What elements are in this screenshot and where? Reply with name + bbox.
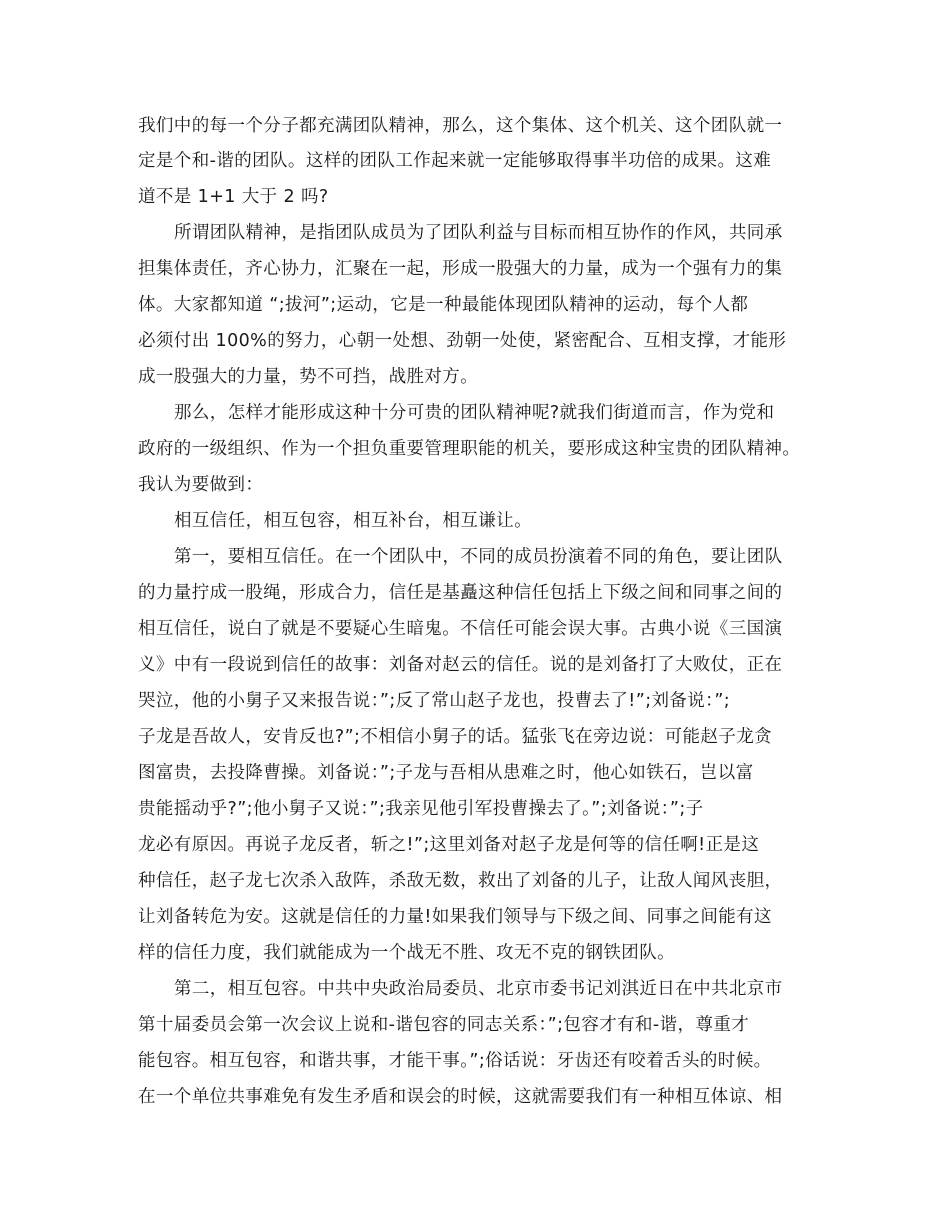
text-line: 我们中的每一个分子都充满团队精神，那么，这个集体、这个机关、这个团队就一 xyxy=(138,116,783,136)
text-line: 我认为要做到： xyxy=(138,475,264,495)
text-line: 成一股强大的力量，势不可挡，战胜对方。 xyxy=(138,367,479,387)
paragraph-start-line: 第二，相互包容。中共中央政治局委员、北京市委书记刘淇近日在中共北京市 xyxy=(174,979,783,999)
text-line: 龙必有原因。再说子龙反者，斩之!”;这里刘备对赵子龙是何等的信任啊!正是这 xyxy=(138,835,760,855)
text-line: 样的信任力度，我们就能成为一个战无不胜、攻无不克的钢铁团队。 xyxy=(138,943,675,963)
text-line: 体。大家都知道 “;拔河”;运动，它是一种最能体现团队精神的运动，每个人都 xyxy=(138,295,749,315)
text-line: 相互信任，说白了就是不要疑心生暗鬼。不信任可能会误大事。古典小说《三国演 xyxy=(138,619,783,639)
paragraph-start-line: 相互信任，相互包容，相互补台，相互谦让。 xyxy=(174,511,532,531)
text-line: 的力量拧成一股绳，形成合力，信任是基矗这种信任包括上下级之间和同事之间的 xyxy=(138,583,783,603)
paragraph-start-line: 第一，要相互信任。在一个团队中，不同的成员扮演着不同的角色，要让团队 xyxy=(174,547,783,567)
paragraph-start-line: 所谓团队精神，是指团队成员为了团队利益与目标而相互协作的作风，共同承 xyxy=(174,223,783,243)
paragraph-start-line: 那么，怎样才能形成这种十分可贵的团队精神呢?就我们街道而言，作为党和 xyxy=(174,403,775,423)
text-line: 必须付出 100%的努力，心朝一处想、劲朝一处使，紧密配合、互相支撑，才能形 xyxy=(138,331,787,351)
text-line: 在一个单位共事难免有发生矛盾和误会的时候，这就需要我们有一种相互体谅、相 xyxy=(138,1087,783,1107)
text-line: 义》中有一段说到信任的故事：刘备对赵云的信任。说的是刘备打了大败仗，正在 xyxy=(138,655,783,675)
text-line: 图富贵，去投降曹操。刘备说：”;子龙与吾相从患难之时，他心如铁石，岂以富 xyxy=(138,763,754,783)
text-line: 政府的一级组织、作为一个担负重要管理职能的机关，要形成这种宝贵的团队精神。 xyxy=(138,439,801,459)
text-line: 担集体责任，齐心协力，汇聚在一起，形成一股强大的力量，成为一个强有力的集 xyxy=(138,259,783,279)
text-line: 第十届委员会第一次会议上说和-谐包容的同志关系：”;包容才有和-谐，尊重才 xyxy=(138,1015,750,1035)
text-line: 子龙是吾故人，安肯反也?”;不相信小舅子的话。猛张飞在旁边说：可能赵子龙贪 xyxy=(138,727,773,747)
text-line: 定是个和-谐的团队。这样的团队工作起来就一定能够取得事半功倍的成果。这难 xyxy=(138,151,772,171)
text-line: 让刘备转危为安。这就是信任的力量!如果我们领导与下级之间、同事之间能有这 xyxy=(138,907,772,927)
text-line: 能包容。相互包容，和谐共事，才能干事。”;俗话说：牙齿还有咬着舌头的时候。 xyxy=(138,1051,772,1071)
text-line: 道不是 1+1 大于 2 吗? xyxy=(138,187,329,207)
text-line: 哭泣，他的小舅子又来报告说：”;反了常山赵子龙也，投曹去了!”;刘备说：”; xyxy=(138,691,731,711)
text-line: 贵能摇动乎?”;他小舅子又说：”;我亲见他引军投曹操去了。”;刘备说：”;子 xyxy=(138,799,704,819)
text-line: 种信任，赵子龙七次杀入敌阵，杀敌无数，救出了刘备的儿子，让敌人闻风丧胆， xyxy=(138,871,783,891)
